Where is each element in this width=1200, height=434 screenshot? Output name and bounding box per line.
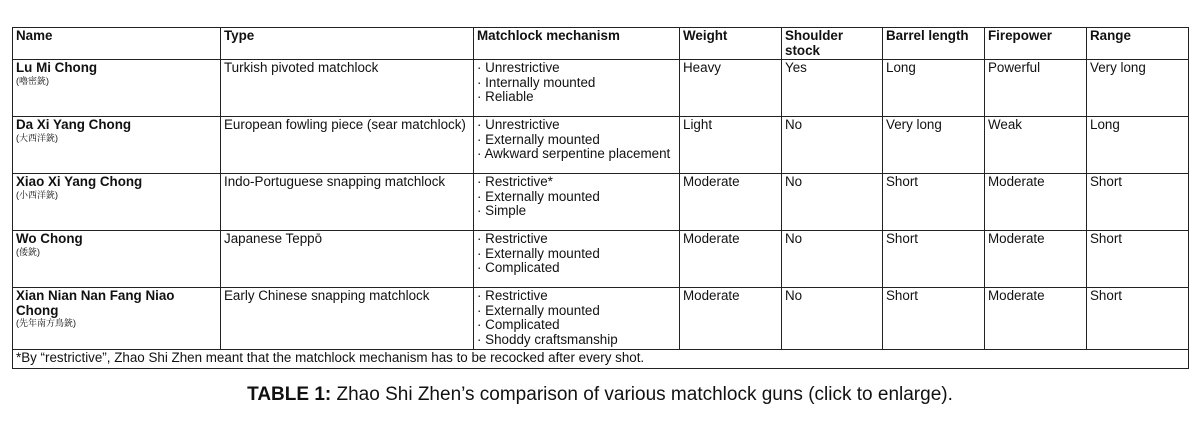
table-row [13,231,1189,288]
barrel-length: Short [883,174,985,231]
mechanism-cell [474,174,680,231]
mechanism-cell [474,288,680,349]
gun-name: Xian Nian Nan Fang Niao Chong [16,288,175,318]
mechanism-item: · Internally mounted [477,74,596,90]
range: Short [1087,288,1189,349]
range: Short [1087,174,1189,231]
header-name: Name [13,28,221,60]
barrel-length: Short [883,288,985,349]
table-row [13,60,1189,117]
header-firepower: Firepower [985,28,1087,60]
mechanism-item: · Restrictive [477,231,548,247]
header-mechanism: Matchlock mechanism [474,28,680,60]
caption-text: Zhao Shi Zhen’s comparison of various matchlock guns (click to enlarge). [331,384,953,405]
gun-type: European fowling piece (sear matchlock) [221,117,474,174]
firepower: Moderate [985,231,1087,288]
gun-name: Lu Mi Chong [16,60,98,76]
mechanism-item: · Simple [477,203,527,219]
mechanism-item: · Reliable [477,89,534,105]
gun-name-cell [13,288,221,349]
barrel-length: Short [883,231,985,288]
mechanism-item: · Externally mounted [477,302,600,318]
range: Long [1087,117,1189,174]
shoulder-stock: No [782,231,883,288]
mechanism-item: · Awkward serpentine placement [477,146,671,162]
gun-name: Xiao Xi Yang Chong [16,174,143,190]
firepower: Weak [985,117,1087,174]
mechanism-item: · Externally mounted [477,245,600,261]
table-row [13,288,1189,349]
table-footnote: *By “restrictive”, Zhao Shi Zhen meant that the matchlock mechanism has to be recocked after every shot. [13,349,1189,368]
shoulder-stock: No [782,117,883,174]
range: Short [1087,231,1189,288]
gun-chinese-name: (倭銃) [16,246,40,257]
weight: Moderate [680,174,782,231]
mechanism-item: · Externally mounted [477,188,600,204]
table-row [13,117,1189,174]
mechanism-item: · Unrestrictive [477,60,560,76]
firepower: Moderate [985,288,1087,349]
shoulder-stock: No [782,174,883,231]
gun-chinese-name: (先年南方鳥銃) [16,318,76,329]
weight: Moderate [680,288,782,349]
gun-name-cell [13,174,221,231]
mechanism-item: · Shoddy craftsmanship [477,331,618,347]
gun-name-cell [13,60,221,117]
footnote-row [13,349,1189,368]
mechanism-item: · Complicated [477,260,560,276]
gun-name-cell [13,117,221,174]
gun-chinese-name: (小西洋銃) [16,189,58,200]
table-caption [0,383,1200,407]
mechanism-cell [474,117,680,174]
gun-chinese-name: (大西洋銃) [16,132,58,143]
gun-type: Japanese Teppō [221,231,474,288]
header-range: Range [1087,28,1189,60]
weight: Moderate [680,231,782,288]
gun-type: Turkish pivoted matchlock [221,60,474,117]
caption-label: TABLE 1: [247,384,332,405]
mechanism-item: · Unrestrictive [477,117,560,133]
mechanism-cell [474,231,680,288]
shoulder-stock: Yes [782,60,883,117]
shoulder-stock: No [782,288,883,349]
mechanism-item: · Restrictive* [477,174,553,190]
firepower: Moderate [985,174,1087,231]
header-weight: Weight [680,28,782,60]
mechanism-item: · Externally mounted [477,131,600,147]
header-shoulder-stock: Shoulder stock [782,28,883,60]
gun-type: Early Chinese snapping matchlock [221,288,474,349]
header-type: Type [221,28,474,60]
barrel-length: Very long [883,117,985,174]
weight: Heavy [680,60,782,117]
firepower: Powerful [985,60,1087,117]
header-row [13,28,1189,60]
gun-chinese-name: (嚕密銃) [16,75,49,86]
gun-name: Wo Chong [16,231,83,247]
gun-name: Da Xi Yang Chong [16,117,132,133]
gun-type: Indo-Portuguese snapping matchlock [221,174,474,231]
gun-name-cell [13,231,221,288]
mechanism-cell [474,60,680,117]
weight: Light [680,117,782,174]
header-barrel-length: Barrel length [883,28,985,60]
mechanism-item: · Restrictive [477,288,548,304]
range: Very long [1087,60,1189,117]
matchlock-comparison-table [12,27,1189,369]
table-row [13,174,1189,231]
barrel-length: Long [883,60,985,117]
mechanism-item: · Complicated [477,317,560,333]
